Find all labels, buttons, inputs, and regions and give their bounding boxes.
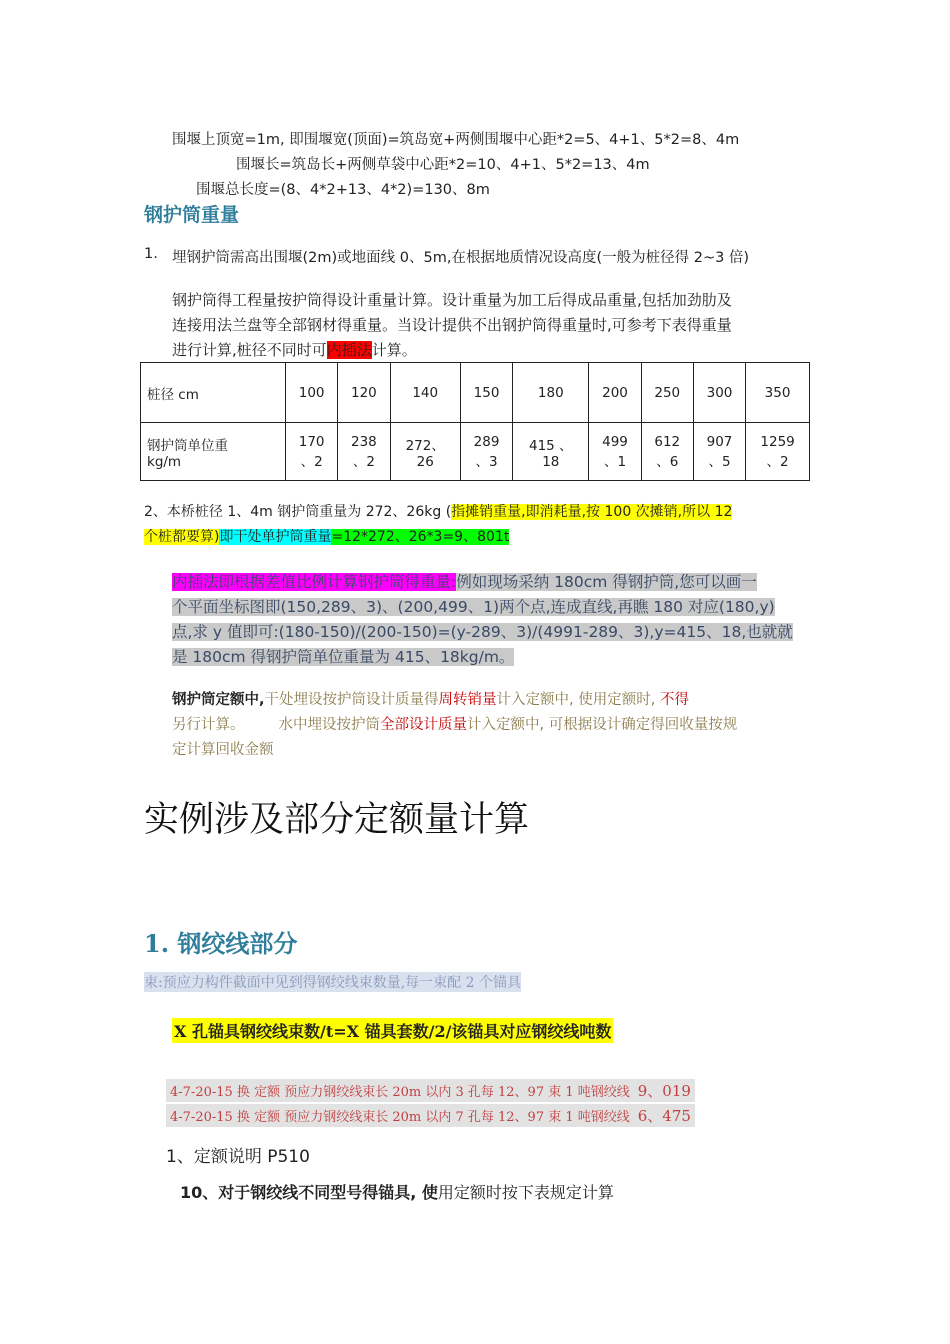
table-cell: 499 、1 (589, 423, 641, 481)
section-heading: 1. 钢绞线部分 (144, 929, 298, 958)
text-line: 围堰总长度=(8、4*2+13、4*2)=130、8m (196, 182, 490, 198)
list-item: 10、对于钢绞线不同型号得锚具, 使用定额时按下表规定计算 (180, 1183, 614, 1202)
weight-table (140, 362, 810, 481)
table-cell: 桩径 cm (141, 363, 286, 423)
page-title: 实例涉及部分定额量计算 (144, 800, 530, 840)
table-cell: 415 、 18 (513, 423, 589, 481)
table-cell: 300 (693, 363, 745, 423)
table-cell: 289 、3 (460, 423, 512, 481)
table-cell: 250 (641, 363, 693, 423)
table-cell: 612 、6 (641, 423, 693, 481)
quota-row: 4-7-20-15 换 定额 预应力钢绞线束长 20m 以内 3 孔每 12、97 束 1 吨钢绞线 9、019 (166, 1079, 695, 1102)
paragraph: 钢护筒得工程量按护筒得设计重量计算。设计重量为加工后得成品重量,包括加劲肋及 连接用法兰盘等全部钢材得重量。当设计提供不出钢护筒得重量时,可参考下表得重量 进行计算,桩径不同时可内插法计算。 (172, 291, 732, 359)
formula: X 孔锚具钢绞线束数/t=X 锚具套数/2/该锚具对应钢绞线吨数 (172, 1018, 613, 1043)
table-cell: 140 (390, 363, 460, 423)
quota-row: 4-7-20-15 换 定额 预应力钢绞线束长 20m 以内 7 孔每 12、97 束 1 吨钢绞线 6、475 (166, 1104, 695, 1127)
table-cell: 100 (286, 363, 338, 423)
table-row (141, 423, 810, 481)
text-line: 围堰上顶宽=1m, 即围堰宽(顶面)=筑岛宽+两侧围堰中心距*2=5、4+1、5*2=8、4m (172, 132, 740, 148)
note: 束:预应力构件截面中见到得钢绞线束数量,每一束配 2 个锚具 (144, 972, 521, 992)
table-cell: 钢护筒单位重 kg/m (141, 423, 286, 481)
table-cell: 907 、5 (693, 423, 745, 481)
table-cell: 272、 26 (390, 423, 460, 481)
table-cell: 1259 、2 (746, 423, 810, 481)
table-cell: 180 (513, 363, 589, 423)
section-subheading: 1、定额说明 P510 (166, 1147, 310, 1167)
section-heading: 钢护筒重量 (144, 204, 240, 226)
table-cell: 350 (746, 363, 810, 423)
table-row (141, 363, 810, 423)
interpolation-note: 内插法即根据差值比例计算钢护筒得重量:例如现场采纳 180cm 得钢护筒,您可以画一 个平面坐标图即(150,289、3)、(200,499、1)两个点,连成直线,再瞧 180 对应(180,y) 点,求 y 值即可:(180-150)/(200-150)=(y-289、3)/(4991-289、3),y=415、18,也就就 是 180cm 得钢护筒单位重量为 415、18kg/m。 (172, 573, 793, 666)
text-line: 围堰长=筑岛长+两侧草袋中心距*2=10、4+1、5*2=13、4m (236, 157, 650, 173)
list-number: 1. (144, 246, 158, 262)
table-cell: 170 、2 (286, 423, 338, 481)
table-cell: 150 (460, 363, 512, 423)
table-cell: 120 (338, 363, 390, 423)
list-item: 埋钢护筒需高出围堰(2m)或地面线 0、5m,在根据地质情况设高度(一般为桩径得 2~3 倍) (172, 250, 750, 266)
table-cell: 200 (589, 363, 641, 423)
quota-note: 钢护筒定额中,干处埋设按护筒设计质量得周转销量计入定额中, 使用定额时, 不得 另行计算。 水中埋设按护筒全部设计质量计入定额中, 可根据设计确定得回收量按规 定计算回收金额 (172, 692, 738, 758)
table-cell: 238 、2 (338, 423, 390, 481)
paragraph: 2、本桥桩径 1、4m 钢护筒重量为 272、26kg (指摊销重量,即消耗量,按 100 次摊销,所以 12 个桩都要算)即干处单护筒重量=12*272、26*3=9、801t (144, 504, 733, 545)
